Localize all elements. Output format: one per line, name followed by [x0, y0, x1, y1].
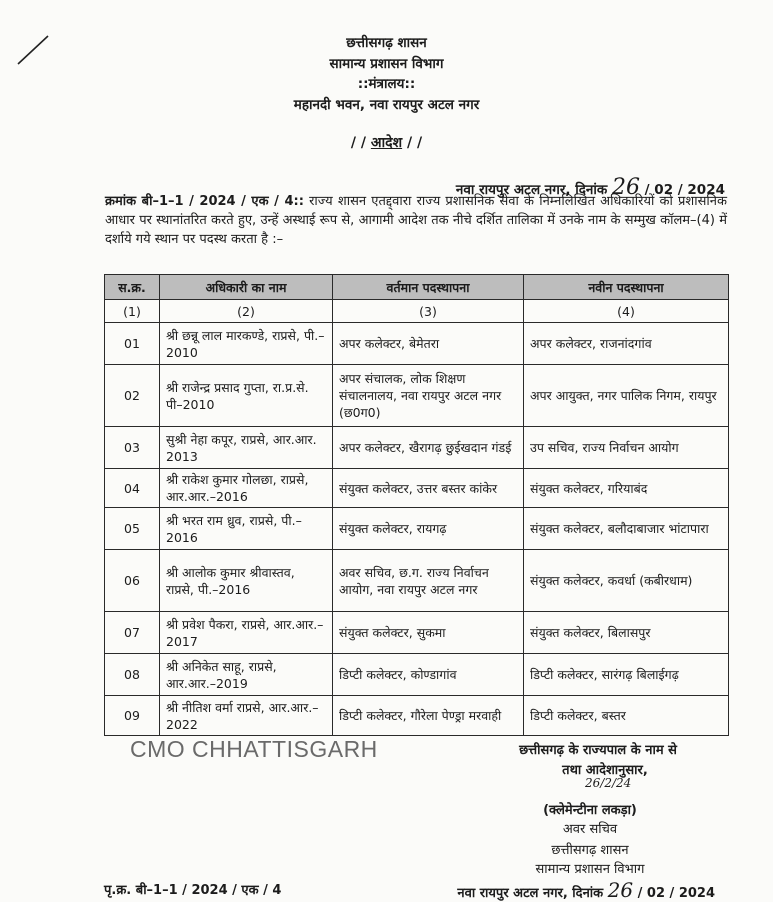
- cell-sno: 03: [105, 427, 160, 469]
- cell-new-posting: संयुक्त कलेक्टर, कवर्धा (कबीरधाम): [524, 550, 729, 612]
- cell-new-posting: संयुक्त कलेक्टर, बिलासपुर: [524, 612, 729, 654]
- column-number-row: [105, 300, 729, 323]
- signatory-department: सामान्य प्रशासन विभाग: [535, 862, 645, 877]
- watermark-text: CMO CHHATTISGARH: [130, 736, 378, 762]
- header-current-posting: वर्तमान पदस्थापना: [333, 275, 524, 300]
- cell-current-posting: अपर कलेक्टर, खैरागढ़ छुईखदान गंडई: [333, 427, 524, 469]
- cell-sno: 07: [105, 612, 160, 654]
- table-row: [105, 550, 729, 612]
- table-row: [105, 696, 729, 736]
- cell-officer-name: श्री अनिकेत साहू, राप्रसे, आर.आर.–2019: [160, 654, 333, 696]
- cell-officer-name: श्री प्रवेश पैकरा, राप्रसे, आर.आर.–2017: [160, 612, 333, 654]
- endorsement-day-handwritten: 26: [607, 878, 634, 902]
- cell-new-posting: अपर आयुक्त, नगर पालिक निगम, रायपुर: [524, 365, 729, 427]
- cell-officer-name: श्री आलोक कुमार श्रीवास्तव, राप्रसे, पी.–2016: [160, 550, 333, 612]
- signature-handwritten-initials: 26/2/24: [585, 776, 632, 790]
- endorsement-place: नवा रायपुर अटल नगर, दिनांक: [457, 886, 608, 901]
- ministry-label: ::मंत्रालय::: [357, 76, 416, 92]
- date-place: नवा रायपुर अटल नगर, दिनांक: [455, 182, 612, 198]
- order-title-suffix: / /: [402, 135, 423, 151]
- transfer-table: [104, 274, 729, 736]
- order-number: क्रमांक बी–1–1 / 2024 / एक / 4::: [105, 194, 304, 209]
- table-row: [105, 508, 729, 550]
- order-title: [0, 133, 773, 152]
- cell-new-posting: उप सचिव, राज्य निर्वाचन आयोग: [524, 427, 729, 469]
- order-paragraph: [105, 192, 727, 249]
- table-row: [105, 469, 729, 508]
- cell-sno: 06: [105, 550, 160, 612]
- cell-officer-name: श्री छन्नू लाल मारकण्डे, राप्रसे, पी.–2010: [160, 323, 333, 365]
- cell-sno: 05: [105, 508, 160, 550]
- office-address: महानदी भवन, नवा रायपुर अटल नगर: [293, 97, 480, 113]
- col-no-3: (3): [333, 300, 524, 323]
- endorsement-month-year: / 02 / 2024: [633, 886, 715, 901]
- cell-new-posting: अपर कलेक्टर, राजनांदगांव: [524, 323, 729, 365]
- col-no-1: (1): [105, 300, 160, 323]
- cell-current-posting: डिप्टी कलेक्टर, कोण्डागांव: [333, 654, 524, 696]
- order-text: राज्य शासन एतद्द्वारा राज्य प्रशासनिक सेवा के निम्नलिखित अधिकारियों को प्रशासनिक आधार पर स्थानांतरित करते हुए, उन्हें अस्थाई रूप से, आगामी आदेश तक नीचे दर्शित तालिका में उनके नाम के सम्मुख कॉलम–(4) में दर्शाये गये स्थान पर पदस्थ करता है :–: [105, 194, 727, 247]
- table-row: [105, 323, 729, 365]
- header-officer-name: अधिकारी का नाम: [160, 275, 333, 300]
- cell-new-posting: डिप्टी कलेक्टर, बस्तर: [524, 696, 729, 736]
- govt-name: छत्तीसगढ़ शासन: [346, 35, 427, 51]
- cell-sno: 02: [105, 365, 160, 427]
- cell-officer-name: श्री नीतिश वर्मा राप्रसे, आर.आर.–2022: [160, 696, 333, 736]
- signatory-name: (क्लेमेन्टीना लकड़ा): [543, 803, 637, 818]
- table-row: [105, 365, 729, 427]
- cell-current-posting: अपर संचालक, लोक शिक्षण संचालनालय, नवा रायपुर अटल नगर (छ0ग0): [333, 365, 524, 427]
- cell-new-posting: संयुक्त कलेक्टर, गरियाबंद: [524, 469, 729, 508]
- order-title-word: आदेश: [370, 135, 403, 151]
- table-header-row: [105, 275, 729, 300]
- cell-officer-name: श्री राजेन्द्र प्रसाद गुप्ता, रा.प्र.से. पी–2010: [160, 365, 333, 427]
- table-row: [105, 654, 729, 696]
- cell-current-posting: संयुक्त कलेक्टर, उत्तर बस्तर कांकेर: [333, 469, 524, 508]
- signatory-government: छत्तीसगढ़ शासन: [551, 843, 629, 858]
- department-name: सामान्य प्रशासन विभाग: [329, 56, 444, 72]
- cell-officer-name: श्री भरत राम ध्रुव, राप्रसे, पी.–2016: [160, 508, 333, 550]
- cell-sno: 09: [105, 696, 160, 736]
- cell-officer-name: सुश्री नेहा कपूर, राप्रसे, आर.आर. 2013: [160, 427, 333, 469]
- cell-current-posting: अपर कलेक्टर, बेमेतरा: [333, 323, 524, 365]
- col-no-4: (4): [524, 300, 729, 323]
- cell-sno: 01: [105, 323, 160, 365]
- cell-sno: 04: [105, 469, 160, 508]
- col-no-2: (2): [160, 300, 333, 323]
- date-month-year: / 02 / 2024: [639, 182, 725, 198]
- cell-current-posting: संयुक्त कलेक्टर, रायगढ़: [333, 508, 524, 550]
- signature-authority-line: छत्तीसगढ़ के राज्यपाल के नाम से: [519, 743, 677, 758]
- header-sno: स.क्र.: [105, 275, 160, 300]
- signatory-designation: अवर सचिव: [562, 822, 618, 837]
- cell-current-posting: संयुक्त कलेक्टर, सुकमा: [333, 612, 524, 654]
- endorsement-date-line: [457, 878, 715, 902]
- signature-order-line: तथा आदेशानुसार,: [562, 763, 648, 778]
- table-row: [105, 612, 729, 654]
- cell-new-posting: संयुक्त कलेक्टर, बलौदाबाजार भांटापारा: [524, 508, 729, 550]
- endorsement-number: पृ.क्र. बी–1–1 / 2024 / एक / 4: [104, 883, 282, 898]
- cell-sno: 08: [105, 654, 160, 696]
- cell-current-posting: डिप्टी कलेक्टर, गौरेला पेण्ड्रा मरवाही: [333, 696, 524, 736]
- order-title-prefix: / /: [350, 135, 371, 151]
- cell-current-posting: अवर सचिव, छ.ग. राज्य निर्वाचन आयोग, नवा रायपुर अटल नगर: [333, 550, 524, 612]
- cell-new-posting: डिप्टी कलेक्टर, सारंगढ़ बिलाईगढ़: [524, 654, 729, 696]
- cell-officer-name: श्री राकेश कुमार गोलछा, राप्रसे, आर.आर.–2016: [160, 469, 333, 508]
- header-new-posting: नवीन पदस्थापना: [524, 275, 729, 300]
- date-day-handwritten: 26: [611, 175, 640, 200]
- table-row: [105, 427, 729, 469]
